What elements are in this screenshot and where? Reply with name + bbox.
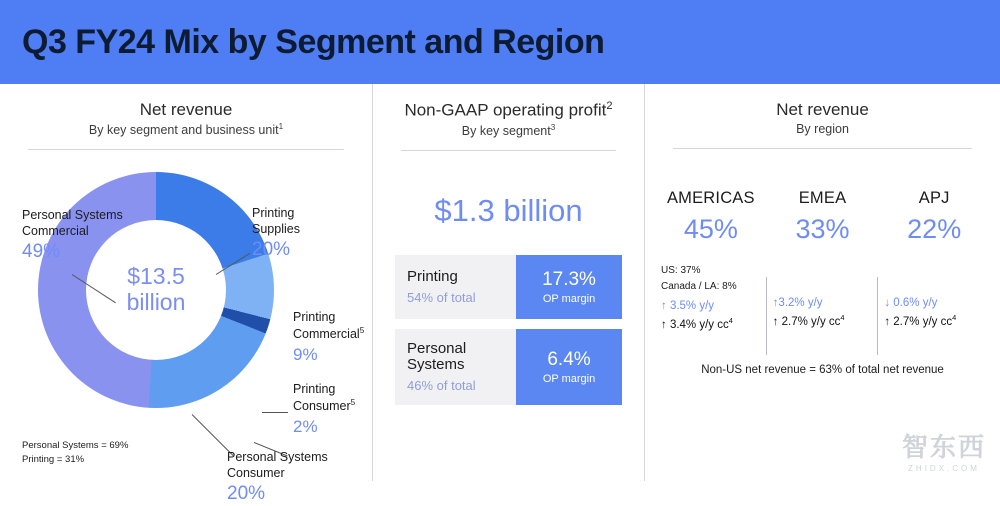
panel-operating-profit [372,84,644,481]
region-emea-yy-cc: ↑ 2.7% y/y $cc^4$ [772,313,845,329]
label-ps-commercial [22,208,123,264]
region-americas-yy: ↑ 3.5% y/y [661,300,715,312]
region-americas-detail-us: US: 37% [661,265,701,276]
profit-row-printing-caption: OP margin [542,292,596,305]
region-americas-pct: 45% [683,214,738,244]
panel-subtitle-profit: By key segment$^3$ [461,122,556,138]
footnote-marker-5b: 5 [350,397,356,407]
profit-row-ps-caption: OP margin [542,372,596,385]
footnote-marker-2: 2 [606,100,613,112]
label-printing-commercial-line2: Commercial [293,326,360,341]
watermark [902,427,986,473]
profit-row-ps-margin: 6.4% [547,348,591,370]
footnote-marker-4a: 4 [728,316,733,326]
label-printing-consumer-pct: 2% [293,416,318,436]
donut-center-unit: billion [126,289,186,316]
panel-net-revenue-region [644,84,1000,481]
region-americas-name: AMERICAS [666,189,755,207]
region-apj-yy: ↓ 0.6% y/y [884,297,938,309]
profit-row-printing-share: 54% of total [407,289,476,305]
label-printing-commercial [293,310,364,365]
panel-title-region: Net revenue [776,100,869,119]
panel-subtitle-region: By region [796,122,849,136]
region-americas [655,189,767,334]
region-emea-detail [767,263,879,291]
footnote-marker-5a: 5 [359,325,365,335]
profit-row-ps-share: 46% of total [407,377,476,393]
region-emea-name: EMEA [798,189,847,207]
region-americas-detail-canada-la: Canada / LA: 8% [661,280,737,292]
profit-row-printing-margin: 17.3% [542,268,596,290]
region-emea [767,189,879,334]
label-ps-consumer [227,450,328,506]
label-printing-consumer-line2: Consumer [293,398,351,413]
label-ps-consumer-line2: Consumer [227,465,285,480]
label-printing-consumer-line1: Printing [293,382,336,397]
profit-row-ps-right [516,329,622,405]
label-ps-commercial-line1: Personal Systems [22,208,123,223]
label-printing-consumer [293,382,355,437]
region-emea-pct: 33% [795,214,850,244]
donut-center-value: $13.5 [127,263,185,290]
profit-row-ps-name-line2: Systems [407,356,465,374]
watermark-subtext: ZHIDX.COM [908,464,980,473]
region-apj-yy-cc: ↑ 2.7% y/y $cc^4$ [884,313,957,329]
profit-row-printing [395,255,622,319]
label-printing-supplies-line2: Supplies [252,221,300,236]
profit-row-printing-left [395,255,516,319]
label-printing-commercial-line1: Printing [293,310,336,325]
region-apj [878,189,990,334]
revenue-footnotes [22,439,128,468]
page-header [0,0,1000,84]
region-apj-pct: 22% [907,214,962,244]
region-americas-yy-cc: ↑ 3.4% y/y $cc^4$ [661,316,733,332]
panel-net-revenue-segment [0,84,372,505]
panel-title-revenue: Net revenue [139,100,233,119]
region-emea-yy: ↑3.2% y/y [772,297,823,309]
footnote-marker-1: 1 [278,122,284,131]
label-printing-supplies-line1: Printing [252,206,295,221]
footnote-marker-4c: 4 [952,313,957,323]
label-printing-commercial-pct: 9% [293,344,318,364]
region-apj-name: APJ [918,189,950,207]
label-ps-commercial-line2: Commercial [22,223,89,238]
profit-row-printing-name: Printing [407,268,458,286]
profit-row-printing-right [516,255,622,319]
divider-profit [401,150,616,151]
leader-line-printing-commercial [262,412,288,413]
footnote-marker-3: 3 [550,122,556,132]
region-americas-detail [655,263,767,294]
label-printing-supplies [252,206,300,262]
label-ps-commercial-pct: 49% [22,241,61,263]
region-footer-note: Non-US net revenue = 63% of total net revenue [701,364,944,377]
operating-profit-amount: $1.3 billion [434,192,583,228]
panel-subtitle-revenue: By key segment and business unit$^1$ [88,122,284,138]
panel-title-profit: Non-GAAP operating profit$^2$ [404,100,613,120]
footnote-marker-4b: 4 [840,313,845,323]
label-printing-supplies-pct: 20% [252,239,291,261]
watermark-text: 智东西 [901,432,986,462]
region-emea-metrics [767,295,879,331]
region-apj-metrics [878,295,990,331]
footnote-printing: Printing = 31% [22,453,85,465]
footnote-personal-systems: Personal Systems = 69% [22,439,129,451]
page-title: Q3 FY24 Mix by Segment and Region [22,22,605,61]
profit-row-ps-name-line1: Personal [407,339,467,357]
slide-body [0,84,1000,505]
profit-row-ps-left [395,329,516,405]
profit-row-personal-systems [395,329,622,405]
region-americas-metrics [655,298,767,334]
divider-region [673,148,972,149]
label-ps-consumer-pct: 20% [227,483,266,505]
label-ps-consumer-line1: Personal Systems [227,450,328,465]
region-group [645,189,1000,334]
region-apj-detail [878,263,990,291]
